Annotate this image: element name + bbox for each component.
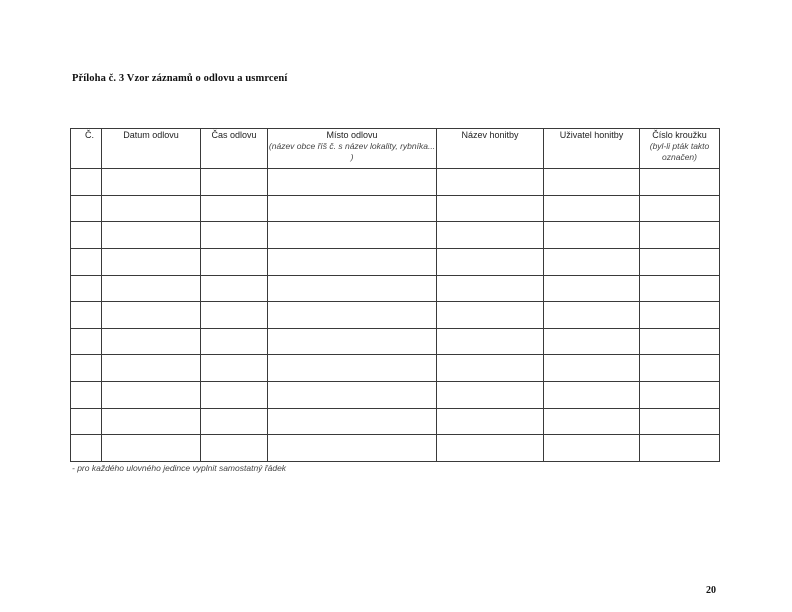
column-header-hunting-ground: Název honitby: [437, 129, 544, 169]
table-cell[interactable]: [437, 328, 544, 355]
table-cell[interactable]: [268, 169, 437, 196]
table-cell[interactable]: [640, 248, 720, 275]
column-header-catch-place: Místo odlovu (název obce říš č. s název lokality, rybníka... ): [268, 129, 437, 169]
table-cell[interactable]: [201, 355, 268, 382]
table-cell[interactable]: [268, 408, 437, 435]
table-cell[interactable]: [544, 408, 640, 435]
table-cell[interactable]: [544, 302, 640, 329]
table-cell[interactable]: [544, 275, 640, 302]
table-row: [71, 408, 720, 435]
table-cell[interactable]: [268, 435, 437, 462]
table-cell[interactable]: [437, 222, 544, 249]
table-cell[interactable]: [102, 275, 201, 302]
table-cell[interactable]: [102, 435, 201, 462]
column-header-catch-date: Datum odlovu: [102, 129, 201, 169]
table-cell[interactable]: [437, 302, 544, 329]
table-cell[interactable]: [640, 328, 720, 355]
table-cell[interactable]: [640, 382, 720, 409]
table-cell[interactable]: [437, 275, 544, 302]
table-cell[interactable]: [102, 328, 201, 355]
table-cell[interactable]: [201, 408, 268, 435]
table-cell[interactable]: [268, 302, 437, 329]
catch-place-note: (název obce říš č. s název lokality, rybníka... ): [268, 141, 436, 162]
table-cell[interactable]: [201, 302, 268, 329]
table-cell[interactable]: [71, 248, 102, 275]
page-number: 20: [706, 585, 716, 596]
table-cell[interactable]: [268, 382, 437, 409]
table-cell[interactable]: [544, 355, 640, 382]
table-cell[interactable]: [268, 275, 437, 302]
table-cell[interactable]: [71, 408, 102, 435]
table-cell[interactable]: [201, 435, 268, 462]
table-cell[interactable]: [640, 169, 720, 196]
table-row: [71, 302, 720, 329]
table-cell[interactable]: [640, 275, 720, 302]
table-cell[interactable]: [437, 248, 544, 275]
table-cell[interactable]: [640, 302, 720, 329]
table-cell[interactable]: [71, 302, 102, 329]
table-cell[interactable]: [201, 195, 268, 222]
table-cell[interactable]: [201, 275, 268, 302]
table-cell[interactable]: [437, 408, 544, 435]
table-cell[interactable]: [102, 382, 201, 409]
table-row: [71, 222, 720, 249]
table-cell[interactable]: [71, 169, 102, 196]
table-header-row: [71, 129, 720, 169]
table-cell[interactable]: [71, 195, 102, 222]
table-cell[interactable]: [268, 248, 437, 275]
table-cell[interactable]: [437, 435, 544, 462]
table-cell[interactable]: [201, 382, 268, 409]
table-cell[interactable]: [437, 382, 544, 409]
table-cell[interactable]: [544, 248, 640, 275]
table-cell[interactable]: [102, 169, 201, 196]
table-cell[interactable]: [544, 222, 640, 249]
column-header-number: Č.: [71, 129, 102, 169]
table-row: [71, 328, 720, 355]
footnote: - pro každého ulovného jedince vyplnit samostatný řádek: [72, 463, 287, 473]
table-cell[interactable]: [640, 408, 720, 435]
table-cell[interactable]: [640, 195, 720, 222]
table-cell[interactable]: [71, 275, 102, 302]
table-cell[interactable]: [201, 222, 268, 249]
table-row: [71, 435, 720, 462]
table-cell[interactable]: [71, 222, 102, 249]
table-cell[interactable]: [268, 195, 437, 222]
table-row: [71, 355, 720, 382]
column-header-ground-user: Uživatel honitby: [544, 129, 640, 169]
annex-title: Příloha č. 3 Vzor záznamů o odlovu a usmrcení: [72, 73, 288, 84]
column-header-ring-number: Číslo kroužku (byl-li pták takto označen): [640, 129, 720, 169]
table-cell[interactable]: [201, 169, 268, 196]
table-cell[interactable]: [544, 435, 640, 462]
table-cell[interactable]: [268, 328, 437, 355]
table-cell[interactable]: [201, 328, 268, 355]
column-header-catch-time: Čas odlovu: [201, 129, 268, 169]
table-cell[interactable]: [102, 302, 201, 329]
table-cell[interactable]: [544, 382, 640, 409]
table-cell[interactable]: [640, 222, 720, 249]
table-row: [71, 382, 720, 409]
table-cell[interactable]: [544, 195, 640, 222]
table-cell[interactable]: [71, 328, 102, 355]
table-cell[interactable]: [102, 355, 201, 382]
table-row: [71, 195, 720, 222]
table-cell[interactable]: [544, 169, 640, 196]
table-row: [71, 169, 720, 196]
table-cell[interactable]: [102, 195, 201, 222]
table-cell[interactable]: [437, 355, 544, 382]
table-cell[interactable]: [544, 328, 640, 355]
table-cell[interactable]: [437, 169, 544, 196]
table-cell[interactable]: [71, 355, 102, 382]
table-cell[interactable]: [71, 435, 102, 462]
table-row: [71, 248, 720, 275]
table-cell[interactable]: [102, 408, 201, 435]
table-cell[interactable]: [102, 248, 201, 275]
table-row: [71, 275, 720, 302]
table-cell[interactable]: [640, 435, 720, 462]
table-cell[interactable]: [71, 382, 102, 409]
ring-number-note: (byl-li pták takto označen): [649, 141, 710, 162]
catch-record-table: [70, 128, 720, 462]
table-cell[interactable]: [268, 355, 437, 382]
table-cell[interactable]: [640, 355, 720, 382]
table-cell[interactable]: [268, 222, 437, 249]
table-cell[interactable]: [102, 222, 201, 249]
table-cell[interactable]: [437, 195, 544, 222]
table-cell[interactable]: [201, 248, 268, 275]
